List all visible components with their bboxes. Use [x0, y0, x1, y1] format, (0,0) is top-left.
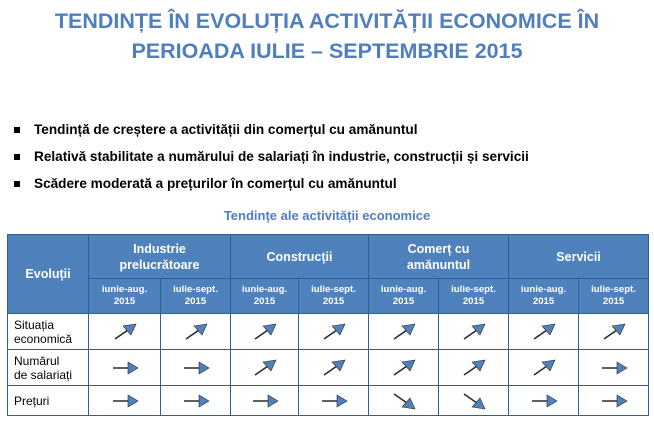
- trend-cell: [369, 386, 439, 416]
- arrow-up-icon: [388, 357, 420, 379]
- period-year: 2015: [253, 296, 276, 307]
- title-line-1: TENDINȚE ÎN EVOLUȚIA ACTIVITĂȚII ECONOMICE ÎN: [54, 9, 600, 33]
- arrow-flat-icon: [598, 390, 630, 412]
- trend-cell: [231, 350, 299, 386]
- trend-cell: [369, 314, 439, 350]
- summary-bullets: [12, 121, 529, 202]
- arrow-flat-icon: [318, 390, 350, 412]
- arrow-down-icon: [458, 390, 490, 412]
- arrow-flat-icon: [249, 390, 281, 412]
- trend-cell: [579, 386, 649, 416]
- arrow-flat-icon: [109, 390, 141, 412]
- bullet-square-icon: [14, 127, 20, 133]
- arrow-up-icon: [249, 357, 281, 379]
- period-line: iulie-sept.: [311, 284, 356, 295]
- arrow-up-icon: [318, 321, 350, 343]
- row-label-line: Numărul: [14, 353, 60, 368]
- row-label: [8, 314, 89, 350]
- title-line-2: PERIOADA IULIE – SEPTEMBRIE 2015: [131, 39, 523, 63]
- arrow-flat-icon: [180, 390, 212, 412]
- table-row: [8, 314, 649, 350]
- arrow-up-icon: [180, 321, 212, 343]
- sector-header-services: [509, 235, 649, 279]
- period-line: iunie-aug.: [520, 284, 567, 295]
- period-line: iulie-sept.: [451, 284, 496, 295]
- period-line: iunie-aug.: [241, 284, 288, 295]
- arrow-flat-icon: [180, 357, 212, 379]
- trend-cell: [299, 314, 369, 350]
- bullet-text: Relativă stabilitate a numărului de salariați în industrie, construcții și servicii: [34, 149, 529, 164]
- arrow-down-icon: [388, 390, 420, 412]
- trend-cell: [161, 314, 231, 350]
- trend-cell: [579, 314, 649, 350]
- row-label-line: economică: [14, 331, 73, 346]
- period-line: iulie-sept.: [591, 284, 636, 295]
- arrow-up-icon: [598, 321, 630, 343]
- arrow-flat-icon: [528, 390, 560, 412]
- period-line: iunie-aug.: [101, 284, 148, 295]
- bullet-text: Tendință de creștere a activității din comerțul cu amănuntul: [34, 122, 418, 137]
- bullet-square-icon: [14, 181, 20, 187]
- trend-cell: [231, 386, 299, 416]
- row-label: [8, 386, 89, 416]
- period-year: 2015: [602, 296, 625, 307]
- trend-cell: [439, 386, 509, 416]
- period-year: 2015: [322, 296, 345, 307]
- sector-header-construction: [231, 235, 369, 279]
- trends-table: [7, 234, 649, 416]
- period-header: [509, 279, 579, 314]
- row-label-line: Prețuri: [14, 393, 50, 408]
- period-line: iunie-aug.: [380, 284, 427, 295]
- sector-line: Servicii: [556, 249, 601, 264]
- table-caption: Tendințe ale activității economice: [223, 208, 431, 223]
- trend-cell: [89, 350, 161, 386]
- period-header: [369, 279, 439, 314]
- period-year: 2015: [462, 296, 485, 307]
- trend-cell: [509, 314, 579, 350]
- trend-cell: [161, 350, 231, 386]
- period-year: 2015: [113, 296, 136, 307]
- bullet-item: [12, 121, 529, 148]
- arrow-up-icon: [109, 321, 141, 343]
- trend-cell: [369, 350, 439, 386]
- sector-line: prelucrătoare: [119, 257, 200, 272]
- period-year: 2015: [532, 296, 555, 307]
- period-header: [439, 279, 509, 314]
- sector-line: Construcții: [266, 249, 333, 264]
- period-header: [89, 279, 161, 314]
- trend-cell: [89, 386, 161, 416]
- table-row: [8, 386, 649, 416]
- trend-cell: [439, 314, 509, 350]
- bullet-item: [12, 148, 529, 175]
- page-title: [0, 6, 654, 66]
- trend-cell: [161, 386, 231, 416]
- table-row: [8, 350, 649, 386]
- arrow-flat-icon: [598, 357, 630, 379]
- arrow-flat-icon: [109, 357, 141, 379]
- period-header: [299, 279, 369, 314]
- arrow-up-icon: [528, 357, 560, 379]
- trend-cell: [89, 314, 161, 350]
- sector-line: Comerț cu: [407, 241, 470, 256]
- arrow-up-icon: [249, 321, 281, 343]
- row-label: [8, 350, 89, 386]
- period-line: iulie-sept.: [173, 284, 218, 295]
- trend-cell: [509, 386, 579, 416]
- trend-cell: [509, 350, 579, 386]
- bullet-item: [12, 175, 529, 202]
- sector-header-industry: [89, 235, 231, 279]
- trend-cell: [299, 350, 369, 386]
- arrow-up-icon: [458, 357, 490, 379]
- sector-line: amănuntul: [406, 257, 471, 272]
- trend-cell: [299, 386, 369, 416]
- arrow-up-icon: [388, 321, 420, 343]
- row-label-line: Situația: [14, 317, 55, 332]
- arrow-up-icon: [528, 321, 560, 343]
- period-header: [231, 279, 299, 314]
- period-header: [579, 279, 649, 314]
- period-header: [161, 279, 231, 314]
- period-year: 2015: [184, 296, 207, 307]
- bullet-text: Scădere moderată a prețurilor în comerțul cu amănuntul: [34, 176, 397, 191]
- arrow-up-icon: [318, 357, 350, 379]
- period-year: 2015: [392, 296, 415, 307]
- trend-cell: [439, 350, 509, 386]
- trend-cell: [231, 314, 299, 350]
- row-header: Evoluții: [8, 235, 89, 314]
- sector-header-retail: [369, 235, 509, 279]
- arrow-up-icon: [458, 321, 490, 343]
- trend-cell: [579, 350, 649, 386]
- sector-line: Industrie: [133, 241, 186, 256]
- bullet-square-icon: [14, 154, 20, 160]
- row-label-line: de salariați: [14, 367, 73, 382]
